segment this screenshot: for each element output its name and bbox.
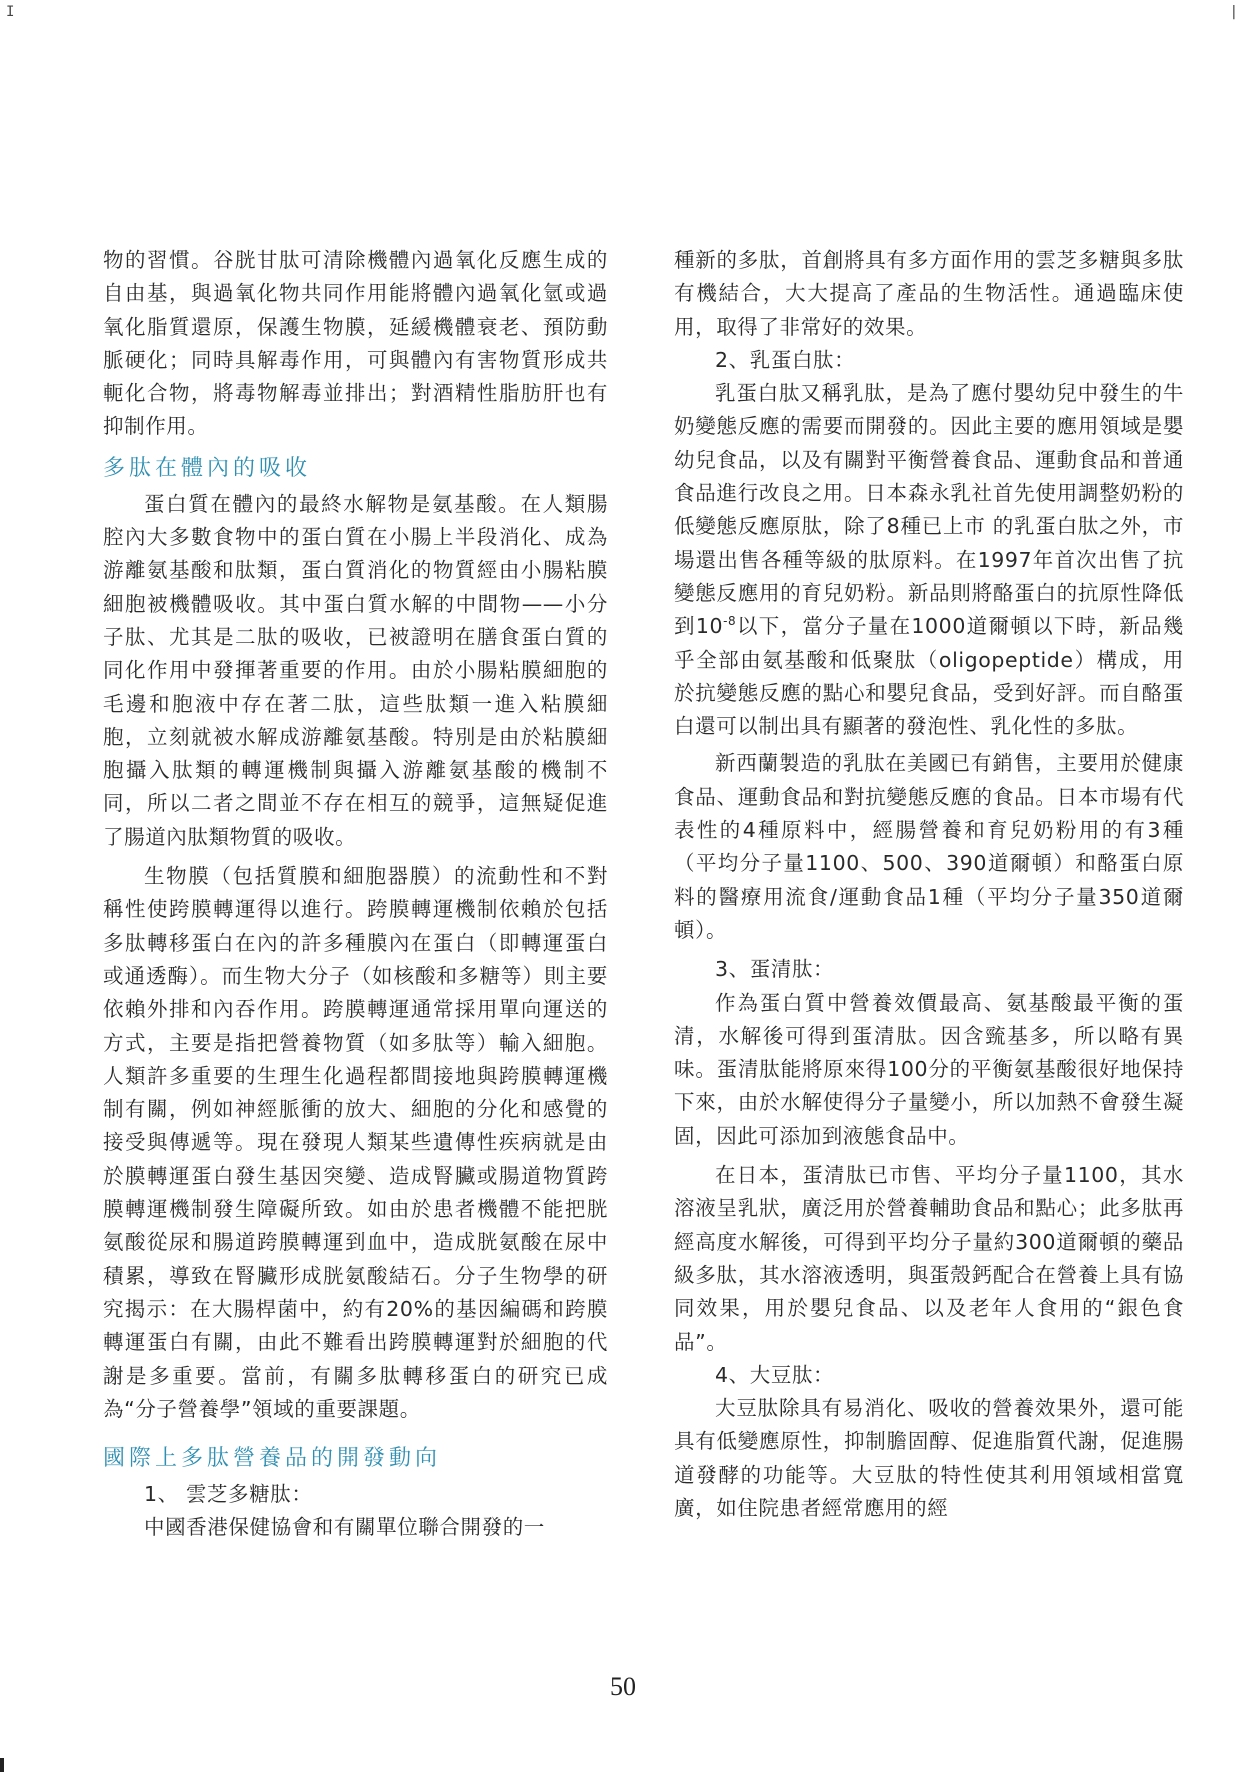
paragraph: 新西蘭製造的乳肽在美國已有銷售，主要用於健康食品、運動食品和對抗變態反應的食品。日本市場有代表性的4種原料中，經腸營養和育兒奶粉用的有3種（平均分子量1100、500、390道爾頓）和酪蛋白原料的醫療用流食/運動食品1種（平均分子量350道爾頓）。 [674,751,1184,942]
exponent-base: 10 [695,614,724,639]
paragraph-text: 以下，當分子量在1000道爾頓以下時，新品幾乎全部由氨基酸和低聚肽（oligopeptide）構成，用於抗變態反應的點心和嬰兒食品，受到好評。而自酪蛋白還可以制出具有顯著的發泡性、乳化性的多肽。 [674,614,1184,739]
paragraph: 生物膜（包括質膜和細胞器膜）的流動性和不對稱性使跨膜轉運得以進行。跨膜轉運機制依賴於包括多肽轉移蛋白在內的許多種膜內在蛋白（即轉運蛋白或通透酶）。而生物大分子（如核酸和多糖等）則主要依賴外排和內吞作用。跨膜轉運通常採用單向運送的方式，主要是指把營養物質（如多肽等）輸入細胞。人類許多重要的生理生化過程都間接地與跨膜轉運機制有關，例如神經脈衝的放大、細胞的分化和感覺的接受與傳遞等。現在發現人類某些遺傳性疾病就是由於膜轉運蛋白發生基因突變、造成腎臟或腸道物質跨膜轉運機制發生障礙所致。如由於患者機體不能把胱氨酸從尿和腸道跨膜轉運到血中，造成胱氨酸在尿中積累，導致在腎臟形成胱氨酸結石。分子生物學的研究揭示：在大腸桿菌中，約有20%的基因編碼和跨膜轉運蛋白有關，由此不難看出跨膜轉運對於細胞的代謝是多重要。當前，有關多肽轉移蛋白的研究已成為“分子營養學”領域的重要課題。 [103,864,608,1421]
paragraph: 作為蛋白質中營養效價最高、氨基酸最平衡的蛋清，水解後可得到蛋清肽。因含巰基多，所以略有異味。蛋清肽能將原來得100分的平衡氨基酸很好地保持下來，由於水解使得分子量變小，所以加熱不會發生凝固，因此可添加到液態食品中。 [674,990,1184,1148]
paragraph: 種新的多肽，首創將具有多方面作用的雲芝多糖與多肽有機結合，大大提高了產品的生物活性。通過臨床使用，取得了非常好的效果。 [674,248,1184,339]
paragraph: 中國香港保健協會和有關單位聯合開發的一 [144,1515,545,1540]
paragraph [674,377,1184,743]
paragraph: 在日本，蛋清肽已市售、平均分子量1100，其水溶液呈乳狀，廣泛用於營養輔助食品和點心；此多肽再經高度水解後，可得到平均分子量約300道爾頓的藥品級多肽，其水溶液透明，與蛋殼鈣配合在營養上具有協同效果，用於嬰兒食品、以及老年人食用的“銀色食品”。 [674,1163,1184,1354]
paragraph: 蛋白質在體內的最終水解物是氨基酸。在人類腸腔內大多數食物中的蛋白質在小腸上半段消化、成為游離氨基酸和肽類，蛋白質消化的物質經由小腸粘膜細胞被機體吸收。其中蛋白質水解的中間物——小分子肽、尤其是二肽的吸收，已被證明在膳食蛋白質的同化作用中發揮著重要的作用。由於小腸粘膜細胞的毛邊和胞液中存在著二肽，這些肽類一進入粘膜細胞，立刻就被水解成游離氨基酸。特別是由於粘膜細胞攝入肽類的轉運機制與攝入游離氨基酸的機制不同，所以二者之間並不存在相互的競爭，這無疑促進了腸道內肽類物質的吸收。 [103,491,608,849]
exponent: -8 [723,614,737,629]
scan-mark-top-right: | [1229,4,1238,20]
section-heading-absorption: 多肽在體內的吸收 [103,455,312,481]
left-column [103,244,608,1545]
list-item-heading: 3、蛋清肽： [715,957,835,982]
scan-mark-top-left: I [6,4,15,20]
list-item-heading: 2、乳蛋白肽： [715,347,856,372]
paragraph: 物的習慣。谷胱甘肽可清除機體內過氧化反應生成的自由基，與過氧化物共同作用能將體內過氧化氫或過氧化脂質還原，保護生物膜，延緩機體衰老、預防動脈硬化；同時具解毒作用，可與體內有害物質形成共軛化合物，將毒物解毒並排出；對酒精性脂肪肝也有抑制作用。 [103,248,608,439]
list-item-heading: 4、大豆肽： [715,1362,835,1387]
section-heading-international: 國際上多肽營養品的開發動向 [103,1446,442,1472]
right-column [674,244,1184,1525]
list-item-heading: 1、 雲芝多糖肽： [144,1482,313,1507]
paragraph-text: 乳蛋白肽又稱乳肽，是為了應付嬰幼兒中發生的牛奶變態反應的需要而開發的。因此主要的應用領域是嬰幼兒食品，以及有關對平衡營養食品、運動食品和普通食品進行改良之用。日本森永乳社首先使用調整奶粉的低變態反應原肽，除了8種已上市 的乳蛋白肽之外，市場還出售各種等級的肽原料。在1997年首次出售了抗變態反應用的育兒奶粉。新品則將酪蛋白的抗原性降低到 [674,381,1184,639]
scan-edge-mark [0,1758,4,1772]
paragraph: 大豆肽除具有易消化、吸收的營養效果外，還可能具有低變應原性，抑制膽固醇、促進脂質代謝，促進腸道發酵的功能等。大豆肽的特性使其利用領域相當寬廣，如住院患者經常應用的經 [674,1396,1184,1520]
page-number: 50 [610,1672,636,1701]
